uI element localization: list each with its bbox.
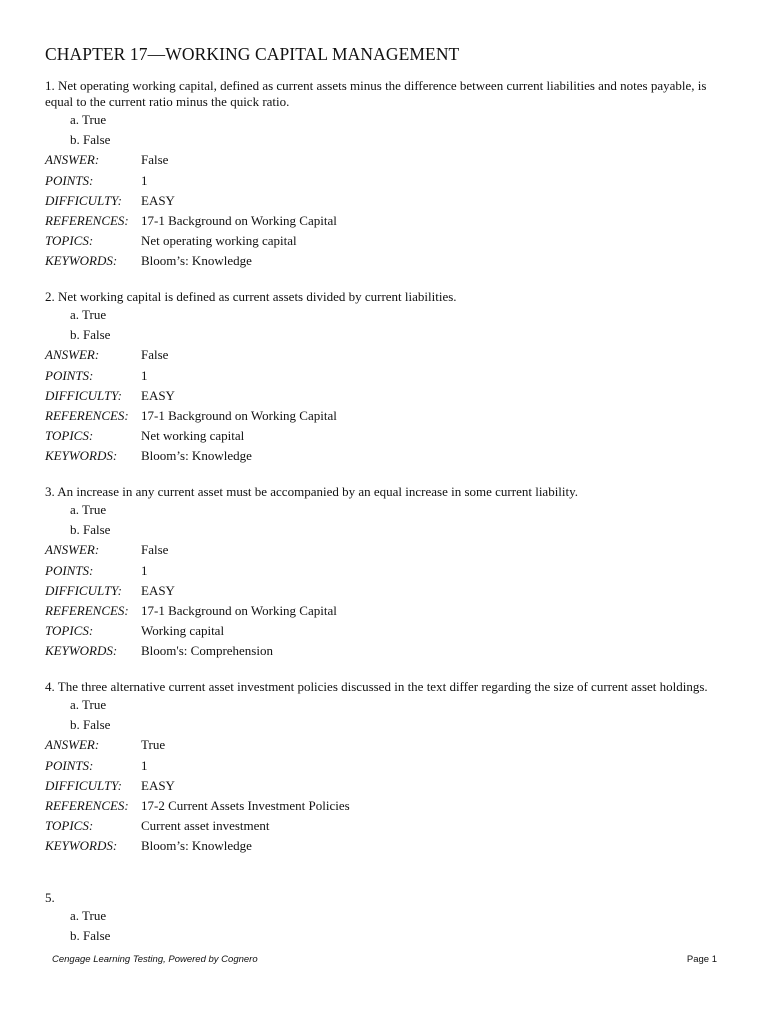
choice-a: a. True <box>70 502 107 517</box>
question-block-5 <box>45 890 735 946</box>
difficulty-value: EASY <box>141 777 175 793</box>
topics-label: TOPICS: <box>45 818 94 834</box>
references-row <box>45 601 735 621</box>
answer-label: ANSWER: <box>45 347 100 363</box>
points-row <box>45 756 735 776</box>
keywords-row <box>45 251 735 271</box>
answer-label: ANSWER: <box>45 542 100 558</box>
question-text: 5. <box>45 890 55 905</box>
choice-b: b. False <box>70 132 111 148</box>
difficulty-row <box>45 581 735 601</box>
points-value: 1 <box>141 757 148 773</box>
question-block-2 <box>45 289 735 467</box>
topics-value: Working capital <box>141 623 225 639</box>
topics-value: Current asset investment <box>141 818 270 834</box>
points-label: POINTS: <box>45 172 94 188</box>
choice-a: a. True <box>70 112 107 127</box>
difficulty-row <box>45 191 735 211</box>
choice-a: a. True <box>70 697 107 712</box>
keywords-label: KEYWORDS: <box>45 448 118 464</box>
topics-label: TOPICS: <box>45 428 94 444</box>
topics-row <box>45 231 735 251</box>
keywords-label: KEYWORDS: <box>45 838 118 854</box>
difficulty-value: EASY <box>141 192 175 208</box>
points-label: POINTS: <box>45 757 94 773</box>
references-row <box>45 796 735 816</box>
keywords-row <box>45 836 735 856</box>
page-footer <box>52 954 717 965</box>
question-block-1 <box>45 78 735 272</box>
keywords-value: Bloom’s: Knowledge <box>141 838 252 854</box>
topics-row <box>45 426 735 446</box>
keywords-value: Bloom’s: Knowledge <box>141 448 252 464</box>
page-number: Page 1 <box>686 954 717 965</box>
chapter-title: CHAPTER 17—WORKING CAPITAL MANAGEMENT <box>45 44 460 64</box>
topics-value: Net operating working capital <box>141 233 297 249</box>
references-value: 17-1 Background on Working Capital <box>141 212 337 228</box>
points-value: 1 <box>141 367 148 383</box>
references-value: 17-1 Background on Working Capital <box>141 602 337 618</box>
points-value: 1 <box>141 562 148 578</box>
references-label: REFERENCES: <box>45 212 129 228</box>
keywords-label: KEYWORDS: <box>45 253 118 269</box>
keywords-row <box>45 641 735 661</box>
topics-label: TOPICS: <box>45 623 94 639</box>
references-value: 17-1 Background on Working Capital <box>141 407 337 423</box>
references-row <box>45 211 735 231</box>
question-block-3 <box>45 484 735 662</box>
answer-value: False <box>141 347 169 363</box>
answer-label: ANSWER: <box>45 737 100 753</box>
difficulty-value: EASY <box>141 387 175 403</box>
points-row <box>45 171 735 191</box>
footer-credit: Cengage Learning Testing, Powered by Cognero <box>52 954 258 965</box>
question-text: 3. An increase in any current asset must be accompanied by an equal increase in some current liability. <box>45 484 579 499</box>
answer-value: False <box>141 152 169 168</box>
references-row <box>45 406 735 426</box>
difficulty-row <box>45 776 735 796</box>
references-label: REFERENCES: <box>45 407 129 423</box>
choice-a: a. True <box>70 307 107 322</box>
difficulty-value: EASY <box>141 582 175 598</box>
answer-value: True <box>141 737 166 753</box>
choice-b: b. False <box>70 928 111 944</box>
answer-row <box>45 735 735 755</box>
points-label: POINTS: <box>45 562 94 578</box>
answer-row <box>45 345 735 365</box>
references-label: REFERENCES: <box>45 797 129 813</box>
answer-label: ANSWER: <box>45 152 100 168</box>
references-label: REFERENCES: <box>45 602 129 618</box>
difficulty-label: DIFFICULTY: <box>45 582 122 598</box>
question-text: 2. Net working capital is defined as current assets divided by current liabilities. <box>45 289 457 304</box>
choice-b: b. False <box>70 327 111 343</box>
answer-value: False <box>141 542 169 558</box>
choice-b: b. False <box>70 522 111 538</box>
difficulty-row <box>45 386 735 406</box>
keywords-row <box>45 446 735 466</box>
points-row <box>45 561 735 581</box>
difficulty-label: DIFFICULTY: <box>45 777 122 793</box>
points-label: POINTS: <box>45 367 94 383</box>
points-row <box>45 366 735 386</box>
choice-b: b. False <box>70 717 111 733</box>
keywords-label: KEYWORDS: <box>45 643 118 659</box>
references-value: 17-2 Current Assets Investment Policies <box>141 797 350 813</box>
keywords-value: Bloom’s: Knowledge <box>141 253 252 269</box>
difficulty-label: DIFFICULTY: <box>45 192 122 208</box>
answer-row <box>45 150 735 170</box>
question-block-4 <box>45 679 735 857</box>
answer-row <box>45 540 735 560</box>
points-value: 1 <box>141 172 148 188</box>
question-text: 4. The three alternative current asset investment policies discussed in the text differ regarding the size of current asset holdings. <box>45 679 708 694</box>
topics-label: TOPICS: <box>45 233 94 249</box>
topics-row <box>45 621 735 641</box>
choice-a: a. True <box>70 908 107 923</box>
topics-value: Net working capital <box>141 428 245 444</box>
keywords-value: Bloom's: Comprehension <box>141 643 273 659</box>
difficulty-label: DIFFICULTY: <box>45 387 122 403</box>
question-text: 1. Net operating working capital, defined as current assets minus the difference between current liabilities and notes payable, is equal to the current ratio minus the quick ratio. <box>45 78 707 109</box>
topics-row <box>45 816 735 836</box>
